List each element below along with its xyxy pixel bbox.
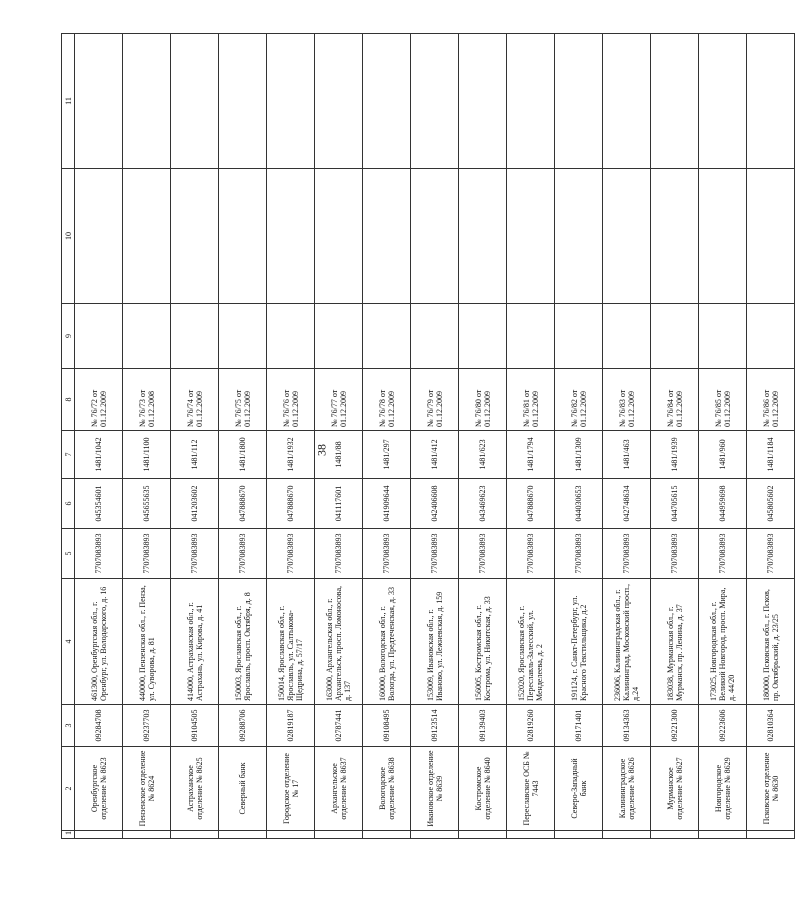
cell-name: Новгородское отделение № 8629 <box>699 747 747 831</box>
cell-empty <box>363 34 411 169</box>
cell-name: Астраханское отделение № 8625 <box>171 747 219 831</box>
table-row <box>699 34 747 839</box>
column-header: 8 <box>62 369 75 431</box>
cell-code: 09284708 <box>75 705 123 747</box>
cell-name: Северо-Западный банк <box>555 747 603 831</box>
cell-address: 150014, Ярославская обл., г. Ярославль, ул. Салтыкова-Щедрина, д. 57/17 <box>267 579 315 705</box>
cell-empty <box>267 169 315 304</box>
rotated-table-wrapper <box>61 34 780 839</box>
cell-reg: 1481/1042 <box>75 431 123 479</box>
cell-code: 02787441 <box>315 705 363 747</box>
table-row <box>411 34 459 839</box>
cell-code: 09104505 <box>171 705 219 747</box>
cell-inn: 7707083893 <box>219 529 267 579</box>
column-header: 3 <box>62 705 75 747</box>
table-row <box>363 34 411 839</box>
cell-reg: 1481/297 <box>363 431 411 479</box>
cell-reg: 1481/1100 <box>123 431 171 479</box>
cell-empty <box>459 169 507 304</box>
column-header: 9 <box>62 304 75 369</box>
cell-empty <box>507 831 555 839</box>
table-body <box>75 34 795 839</box>
column-header: 1 <box>62 831 75 839</box>
cell-empty <box>603 831 651 839</box>
cell-empty <box>315 34 363 169</box>
cell-bik: 045655635 <box>123 479 171 529</box>
cell-empty <box>363 831 411 839</box>
cell-empty <box>651 304 699 369</box>
cell-bik: 041203602 <box>171 479 219 529</box>
cell-inn: 7707083893 <box>411 529 459 579</box>
cell-inn: 7707083893 <box>267 529 315 579</box>
cell-bik: 043469623 <box>459 479 507 529</box>
cell-inn: 7707083893 <box>651 529 699 579</box>
cell-empty <box>459 34 507 169</box>
cell-empty <box>507 169 555 304</box>
cell-empty <box>267 34 315 169</box>
table-row <box>603 34 651 839</box>
cell-bik: 042406608 <box>411 479 459 529</box>
cell-empty <box>267 304 315 369</box>
cell-code: 09221300 <box>651 705 699 747</box>
cell-code: 02810364 <box>747 705 795 747</box>
table-row <box>651 34 699 839</box>
cell-doc: № 76/75 от 01.12.2009 <box>219 369 267 431</box>
cell-bik: 044959698 <box>699 479 747 529</box>
cell-doc: № 76/79 от 01.12.2009 <box>411 369 459 431</box>
cell-doc: № 76/77 от 01.12.2009 <box>315 369 363 431</box>
cell-empty <box>75 169 123 304</box>
cell-inn: 7707083893 <box>699 529 747 579</box>
cell-empty <box>315 304 363 369</box>
cell-inn: 7707083893 <box>555 529 603 579</box>
cell-address: 440000, Пензенская обл., г. Пенза, ул. Суворова, д. 81 <box>123 579 171 705</box>
cell-bik: 044705615 <box>651 479 699 529</box>
cell-empty <box>411 304 459 369</box>
cell-code: 09134363 <box>603 705 651 747</box>
cell-doc: № 76/78 от 01.12.2009 <box>363 369 411 431</box>
table-row <box>747 34 795 839</box>
cell-empty <box>603 169 651 304</box>
table-row <box>459 34 507 839</box>
cell-code: 09108495 <box>363 705 411 747</box>
cell-address: 173025, Новгородская обл., г. Великий Новгород, просп. Мира, д. 44/20 <box>699 579 747 705</box>
cell-empty <box>171 304 219 369</box>
table-row <box>555 34 603 839</box>
cell-empty <box>651 169 699 304</box>
cell-name: Вологодское отделение № 8638 <box>363 747 411 831</box>
cell-reg: 1481/1184 <box>747 431 795 479</box>
cell-code: 09171401 <box>555 705 603 747</box>
cell-code: 09123514 <box>411 705 459 747</box>
cell-reg: 1481/412 <box>411 431 459 479</box>
cell-empty <box>123 831 171 839</box>
table-row <box>171 34 219 839</box>
cell-doc: № 76/82 от 01.12.2009 <box>555 369 603 431</box>
cell-reg: 1481/1800 <box>219 431 267 479</box>
cell-empty <box>171 831 219 839</box>
cell-address: 152020, Ярославская обл., г. Переславль-Залесский, ул. Менделеева, д. 2 <box>507 579 555 705</box>
cell-code: 09237703 <box>123 705 171 747</box>
cell-empty <box>123 34 171 169</box>
table-row <box>123 34 171 839</box>
cell-inn: 7707083893 <box>459 529 507 579</box>
cell-doc: № 76/86 от 01.12.2009 <box>747 369 795 431</box>
column-number-row <box>62 34 75 839</box>
cell-reg: 1481/1932 <box>267 431 315 479</box>
cell-empty <box>747 34 795 169</box>
cell-address: 236006, Калининградская обл., г. Калининград, Московский просп., д.24 <box>603 579 651 705</box>
cell-empty <box>315 831 363 839</box>
cell-doc: № 76/85 от 01.12.2009 <box>699 369 747 431</box>
cell-empty <box>651 831 699 839</box>
cell-name: Переславское ОСБ № 7443 <box>507 747 555 831</box>
cell-empty <box>603 34 651 169</box>
cell-empty <box>267 831 315 839</box>
cell-address: 163000, Архангельская обл., г. Архангельск, просп. Ломоносова, д. 137 <box>315 579 363 705</box>
cell-empty <box>699 304 747 369</box>
column-header: 5 <box>62 529 75 579</box>
cell-empty <box>123 169 171 304</box>
cell-empty <box>411 34 459 169</box>
cell-bik: 044030653 <box>555 479 603 529</box>
cell-bik: 047888670 <box>219 479 267 529</box>
cell-inn: 7707083893 <box>123 529 171 579</box>
cell-inn: 7707083893 <box>363 529 411 579</box>
column-header: 6 <box>62 479 75 529</box>
cell-address: 156005, Костромская обл., г. Кострома, ул. Никитская, д. 33 <box>459 579 507 705</box>
cell-address: 153009, Ивановская обл., г. Иваново, ул. Лежневская, д. 159 <box>411 579 459 705</box>
cell-doc: № 76/73 от 01.12.2008 <box>123 369 171 431</box>
cell-empty <box>555 831 603 839</box>
cell-empty <box>747 831 795 839</box>
cell-code: 02819260 <box>507 705 555 747</box>
cell-empty <box>219 304 267 369</box>
cell-empty <box>411 831 459 839</box>
cell-reg: 1481/1939 <box>651 431 699 479</box>
cell-empty <box>555 34 603 169</box>
branches-table <box>61 33 795 839</box>
cell-empty <box>171 34 219 169</box>
cell-empty <box>171 169 219 304</box>
cell-empty <box>75 831 123 839</box>
cell-empty <box>315 169 363 304</box>
cell-empty <box>555 169 603 304</box>
cell-address: 414000, Астраханская обл., г. Астрахань, ул. Кирова, д. 41 <box>171 579 219 705</box>
cell-empty <box>747 304 795 369</box>
cell-empty <box>411 169 459 304</box>
cell-reg: 1481/1309 <box>555 431 603 479</box>
cell-doc: № 76/76 от 01.12.2009 <box>267 369 315 431</box>
cell-doc: № 76/80 от 01.12.2009 <box>459 369 507 431</box>
cell-name: Северный банк <box>219 747 267 831</box>
cell-reg: 1481/112 <box>171 431 219 479</box>
cell-doc: № 76/72 от 01.12.2009 <box>75 369 123 431</box>
cell-empty <box>459 304 507 369</box>
cell-empty <box>699 169 747 304</box>
cell-inn: 7707083893 <box>747 529 795 579</box>
table-row <box>219 34 267 839</box>
cell-empty <box>75 34 123 169</box>
table-row <box>267 34 315 839</box>
table-row <box>75 34 123 839</box>
cell-empty <box>363 169 411 304</box>
cell-doc: № 76/83 от 01.12.2009 <box>603 369 651 431</box>
cell-reg: 1481/623 <box>459 431 507 479</box>
cell-address: 191124, г. Санкт-Петербург, ул. Красного Текстильщика, д.2 <box>555 579 603 705</box>
cell-bik: 047888670 <box>507 479 555 529</box>
cell-code: 09288706 <box>219 705 267 747</box>
table-row <box>507 34 555 839</box>
cell-inn: 7707083893 <box>75 529 123 579</box>
cell-empty <box>123 304 171 369</box>
cell-bik: 041909644 <box>363 479 411 529</box>
cell-name: Архангельское отделение № 8637 <box>315 747 363 831</box>
table-row <box>315 34 363 839</box>
cell-doc: № 76/84 от 01.12.2009 <box>651 369 699 431</box>
cell-reg: 1481/463 <box>603 431 651 479</box>
cell-name: Ивановское отделение № 8639 <box>411 747 459 831</box>
cell-doc: № 76/81 от 01.12.2009 <box>507 369 555 431</box>
cell-address: 461300, Оренбургская обл., г. Оренбург, ул. Володарского, д. 16 <box>75 579 123 705</box>
column-header: 7 <box>62 431 75 479</box>
cell-bik: 047888670 <box>267 479 315 529</box>
cell-reg: 1481/960 <box>699 431 747 479</box>
cell-empty <box>507 34 555 169</box>
cell-empty <box>699 34 747 169</box>
cell-code: 02819187 <box>267 705 315 747</box>
cell-empty <box>219 831 267 839</box>
cell-name: Мурманское отделение № 8627 <box>651 747 699 831</box>
cell-code: 09223606 <box>699 705 747 747</box>
cell-name: Городское отделение № 17 <box>267 747 315 831</box>
cell-reg: 1481/88 <box>315 431 363 479</box>
column-header: 2 <box>62 747 75 831</box>
cell-inn: 7707083893 <box>315 529 363 579</box>
column-header: 10 <box>62 169 75 304</box>
cell-bik: 042748634 <box>603 479 651 529</box>
cell-address: 183038, Мурманская обл., г. Мурманск, пр. Ленина, д. 37 <box>651 579 699 705</box>
cell-empty <box>363 304 411 369</box>
column-header: 11 <box>62 34 75 169</box>
cell-empty <box>699 831 747 839</box>
cell-address: 180000, Псковская обл., г. Псков, пр. Октябрьский, д. 23/25 <box>747 579 795 705</box>
cell-name: Пензенское отделение № 8624 <box>123 747 171 831</box>
cell-empty <box>651 34 699 169</box>
column-header: 4 <box>62 579 75 705</box>
cell-empty <box>219 34 267 169</box>
cell-bik: 041117601 <box>315 479 363 529</box>
cell-bik: 045805602 <box>747 479 795 529</box>
cell-address: 160000, Вологодская обл., г. Вологда, ул. Предтеченская, д. 33 <box>363 579 411 705</box>
cell-empty <box>555 304 603 369</box>
cell-reg: 1481/1794 <box>507 431 555 479</box>
cell-empty <box>507 304 555 369</box>
cell-empty <box>219 169 267 304</box>
cell-name: Псковское отделение № 8630 <box>747 747 795 831</box>
cell-name: Калининградское отделение № 8626 <box>603 747 651 831</box>
cell-empty <box>603 304 651 369</box>
cell-inn: 7707083893 <box>603 529 651 579</box>
cell-empty <box>75 304 123 369</box>
cell-name: Костромское отделение № 8640 <box>459 747 507 831</box>
cell-bik: 045354601 <box>75 479 123 529</box>
cell-address: 150003, Ярославская обл., г. Ярославль, просп. Октября, д. 8 <box>219 579 267 705</box>
cell-doc: № 76/74 от 01.12.2009 <box>171 369 219 431</box>
cell-empty <box>459 831 507 839</box>
cell-empty <box>747 169 795 304</box>
cell-inn: 7707083893 <box>171 529 219 579</box>
cell-code: 09139403 <box>459 705 507 747</box>
cell-name: Оренбургское отделение № 8623 <box>75 747 123 831</box>
page-number: 38 <box>314 444 329 456</box>
cell-inn: 7707083893 <box>507 529 555 579</box>
